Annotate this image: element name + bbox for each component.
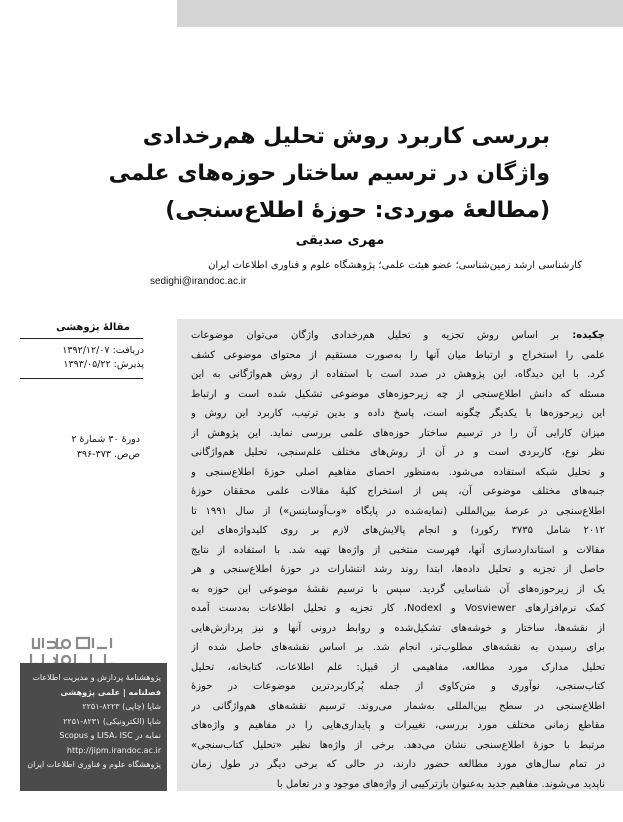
- abstract-line: [191, 619, 605, 639]
- abstract-line: [191, 658, 605, 678]
- print-issn: شاپا (چاپی) ۸۲۲۳-۲۲۵۱: [82, 702, 161, 711]
- abstract-line-text: میزان کارایی آن را در ترسیم ساختار حوزه‌های علمی بررسی نماید. این پژوهش از: [191, 427, 605, 439]
- abstract-line: [191, 697, 605, 717]
- abstract-line-text: جنبه‌های مختلف موضوعی آن، پس از استخراج کلیهٔ مقالات علمی محققان حوزهٔ: [191, 486, 605, 497]
- journal-url[interactable]: http://jipm.irandoc.ac.ir: [66, 745, 161, 755]
- journal-name: پژوهشنامهٔ پردازش و مدیریت اطلاعات: [32, 673, 161, 682]
- abstract-box: [177, 319, 623, 791]
- abstract-line: [191, 463, 605, 483]
- abstract-line-text: کرد. با این دیدگاه، این پژوهش در صدد است با استفاده از روش هم‌واژگانی به این: [191, 369, 605, 380]
- article-dates: [20, 344, 144, 372]
- abstract-line: [191, 755, 605, 775]
- abstract-line-text: ناپدید می‌شوند. مفاهیم جدید به‌عنوان بازترکیبی از واژه‌های موجود و در تعامل با: [276, 778, 605, 790]
- accepted-label: پذیرش:: [113, 359, 144, 370]
- abstract-line: [191, 443, 605, 463]
- abstract-line: [191, 677, 605, 697]
- abstract-line: [191, 521, 605, 541]
- abstract-line: [191, 326, 605, 346]
- abstract-line: [191, 365, 605, 385]
- abstract-line-text: یک از زیرحوزه‌های آن شناسایی گردید. سپس با ترسیم نقشهٔ موضوعی این حوزه به: [191, 583, 605, 595]
- abstract-line-text: اطلاع‌سنجی در عرصهٔ بین‌المللی (نمایه‌شده در پایگاه «وب‌آوساینس») از سال ۱۹۹۱ تا: [191, 505, 605, 517]
- title-line: واژگان در ترسیم ساختار حوزه‌های علمی: [108, 161, 550, 186]
- header-bar: [177, 0, 623, 27]
- abstract-line: [191, 424, 605, 444]
- abstract-line: [191, 775, 605, 795]
- author-name: مهری صدیقی: [295, 233, 385, 248]
- article-title: [108, 118, 550, 229]
- abstract-line: [191, 560, 605, 580]
- abstract-line: [191, 716, 605, 736]
- indexing: نمایه در LISA، ISC و Scopus: [59, 731, 161, 740]
- abstract-line: [191, 541, 605, 561]
- abstract-line-text: مقاطع زمانی مختلف مورد بررسی، تغییرات و پایداری‌هایی را در مفاهیم و واژه‌های: [191, 720, 605, 731]
- abstract-line-text: و تحلیل شبکه استفاده می‌شود. به‌منظور احصای مفاهیم اصلی حوزهٔ اطلاع‌سنجی و: [191, 466, 605, 478]
- accepted-row: [20, 358, 144, 372]
- journal-type: فصلنامه | علمی پژوهشی: [60, 687, 161, 697]
- abstract-line: [191, 346, 605, 366]
- received-label: دریافت:: [112, 345, 144, 356]
- abstract-line: [191, 404, 605, 424]
- abstract-line: [191, 638, 605, 658]
- abstract-line-text: کمک نرم‌افزارهای Vosviewer و Nodexl، کار تجزیه و تحلیل اطلاعات به‌دست آمده: [191, 603, 605, 614]
- abstract-line-text: کتاب‌سنجی، نوآوری و متن‌کاوی از جمله پُرکاربردترین موضوعات در حوزهٔ: [191, 681, 605, 692]
- abstract-line-text: علمی را استخراج و ارتباط میان آنها را به‌صورت مستقیم از محتوای موضوعی کشف: [191, 349, 605, 361]
- abstract-line-text: در تمام سال‌های مورد مطالعه حضور دارند، در حالی که برخی دیگر در طول زمان: [191, 759, 605, 770]
- abstract-line: [191, 599, 605, 619]
- volume-issue: دورهٔ ۳۰ شمارهٔ ۲: [71, 434, 140, 445]
- journal-info-box: [20, 663, 167, 791]
- abstract-line-text: این زیرحوزه‌ها با یکدیگر چگونه است، پاسخ داده و بدین ترتیب، کاربرد این روش و: [191, 408, 605, 419]
- publisher: پژوهشگاه علوم و فناوری اطلاعات ایران: [27, 760, 161, 769]
- author-email: sedighi@irandoc.ac.ir: [150, 276, 247, 287]
- abstract-line: [191, 502, 605, 522]
- abstract-line-text: تحلیل مدارک مورد مطالعه، مفاهیمی از قبیل: علم اطلاعات، کتابخانه، تحلیل: [191, 661, 605, 673]
- abstract-line: [191, 580, 605, 600]
- abstract-line-text: از نقشه‌ها، ساختار و خوشه‌های تشکیل‌شده و روابط درونی آنها و نیز پردازش‌هایی: [191, 622, 605, 634]
- title-line: (مطالعهٔ موردی: حوزهٔ اطلاع‌سنجی): [165, 198, 550, 223]
- divider: [20, 338, 143, 339]
- abstract-line: [191, 482, 605, 502]
- abstract-line-text: برای رسیدن به نقشه‌های مطلوب‌تر، انجام شد. بر اساس نقشه‌های حاصل شده از: [191, 642, 605, 653]
- abstract-line-text: اطلاع‌سنجی در سطح بین‌المللی به‌شمار می‌روند. ترسیم نقشه‌های هم‌واژگانی در: [191, 700, 605, 712]
- abstract-line-text: بر اساس روش تجزیه و تحلیل هم‌رخدادی واژگان می‌توان موضوعات: [191, 330, 560, 341]
- abstract-label: چکیده:: [559, 330, 605, 341]
- abstract-line-text: حاصل از تجزیه و تحلیل داده‌ها، ابتدا روند رشد انتشارات در حوزهٔ اطلاع‌سنجی و هر: [191, 564, 605, 575]
- volume-info: [20, 432, 140, 462]
- online-issn: شاپا (الکترونیکی) ۸۲۳۱-۲۲۵۱: [63, 716, 161, 726]
- abstract-line-text: ۲۰۱۲ شامل ۳۷۳۵ رکورد) و انجام پالایش‌های لازم بر روی کلیدواژه‌های این: [191, 525, 605, 536]
- abstract-line-text: مرتبط با حوزهٔ اطلاع‌سنجی نشان می‌دهد. برخی از واژه‌ها نظیر «تحلیل کتاب‌سنجی»: [191, 739, 605, 751]
- article-type-label: مقالهٔ پژوهشی: [56, 322, 130, 333]
- accepted-date: ۱۳۹۳/۰۵/۲۲: [63, 359, 111, 370]
- abstract-line-text: مسئله که دانش اطلاع‌سنجی از چه زیرحوزه‌های موضوعی تشکیل شده است و ارتباط: [191, 388, 605, 400]
- abstract-line-text: مقالات و استانداردسازی آنها، فهرست منتخبی از واژه‌ها تهیه شد. با استفاده از نتایج: [191, 544, 605, 556]
- abstract-line: [191, 736, 605, 756]
- abstract-line: [191, 385, 605, 405]
- abstract-line-text: نظر نوع، کاربردی است و در آن از روش‌های مختلف علم‌سنجی، تحلیل هم‌واژگانی: [191, 447, 605, 458]
- title-line: بررسی کاربرد روش تحلیل هم‌رخدادی: [142, 124, 550, 149]
- abstract-text: [191, 326, 605, 794]
- page-range: ص‌ص. ۳۷۳-۳۹۶: [76, 449, 140, 460]
- received-row: [20, 344, 144, 358]
- author-affiliation: کارشناسی ارشد زمین‌شناسی؛ عضو هیئت علمی؛ پژوهشگاه علوم و فناوری اطلاعات ایران: [208, 260, 582, 271]
- divider: [20, 378, 143, 379]
- received-date: ۱۳۹۲/۱۲/۰۷: [62, 345, 110, 356]
